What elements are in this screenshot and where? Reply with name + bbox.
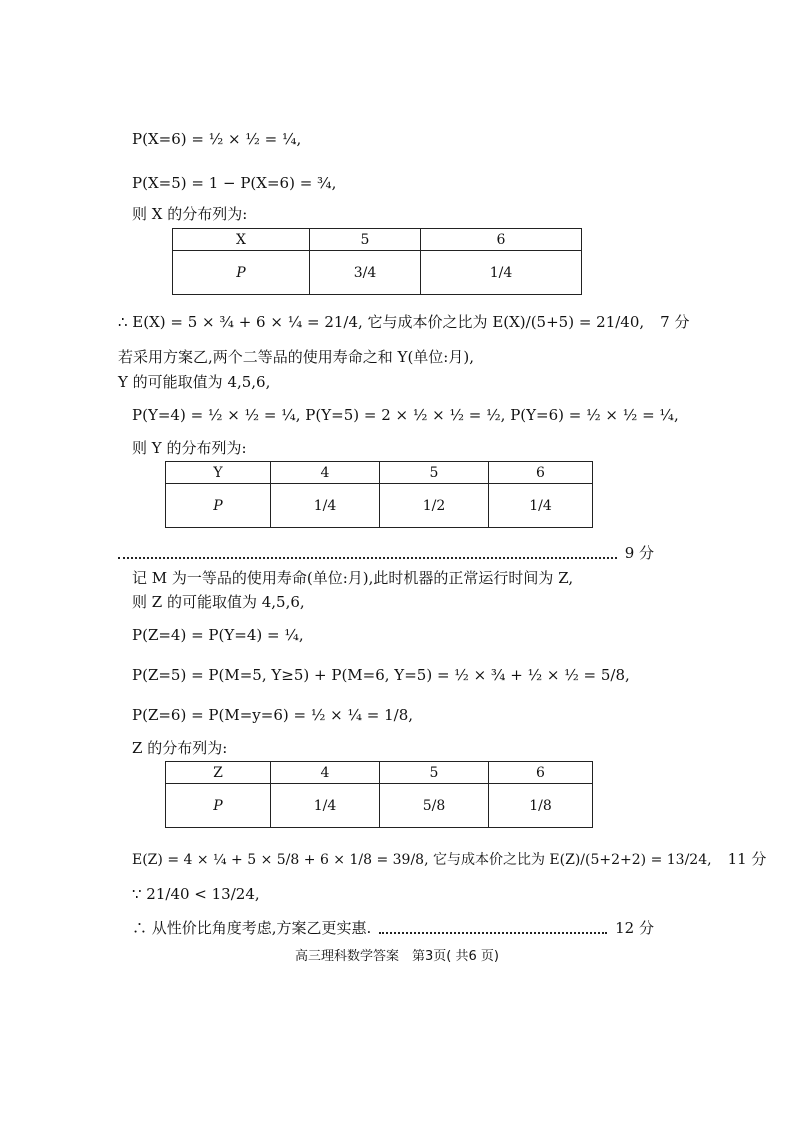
table-cell: 3/4	[310, 251, 421, 295]
table-cell: X	[173, 229, 310, 251]
line-text: Z 的分布列为:	[132, 739, 228, 757]
score-label: 7 分	[660, 313, 690, 331]
line-px5	[132, 176, 654, 191]
table-prob-row	[173, 251, 582, 295]
line-z-dist-intro	[132, 741, 654, 756]
line-text: E(Z) = 4 × ¼ + 5 × 5/8 + 6 × 1/8 = 39/8, 它与成本价之比为 E(Z)/(5+2+2) = 13/24,	[132, 851, 712, 868]
line-text: P(Z=5) = P(M=5, Y≥5) + P(M=6, Y=5) = ½ × ¾ + ½ × ½ = 5/8,	[132, 666, 630, 684]
table-prob-row	[166, 784, 593, 828]
table-cell: 1/4	[489, 484, 593, 528]
table-header-row	[166, 762, 593, 784]
y-distribution-table	[165, 461, 593, 528]
line-text: Y 的可能取值为 4,5,6,	[118, 373, 271, 391]
line-px6	[132, 132, 654, 147]
table-cell: P	[166, 784, 271, 828]
table-cell: Y	[166, 462, 271, 484]
line-text: 若采用方案乙,两个二等品的使用寿命之和 Y(单位:月),	[118, 348, 474, 366]
table-cell: 5	[380, 762, 489, 784]
leader-dots	[118, 557, 617, 559]
line-y-values	[118, 375, 654, 390]
line-pz6	[132, 708, 654, 723]
table-cell: 6	[489, 462, 593, 484]
line-ex	[118, 313, 690, 331]
line-text: ∴ E(X) = 5 × ¾ + 6 × ¼ = 21/4, 它与成本价之比为 E(X)/(5+5) = 21/40,	[118, 313, 645, 331]
table-cell: 1/4	[271, 784, 380, 828]
line-x-dist-intro	[132, 207, 654, 222]
line-pz4	[132, 628, 654, 643]
table-cell: 4	[271, 762, 380, 784]
table-cell: 1/8	[489, 784, 593, 828]
line-text: 则 Z 的可能取值为 4,5,6,	[132, 593, 305, 611]
leader-dots	[379, 932, 607, 934]
line-text: 记 M 为一等品的使用寿命(单位:月),此时机器的正常运行时间为 Z,	[132, 569, 574, 587]
line-define-m	[132, 571, 654, 586]
table-cell: 1/4	[421, 251, 582, 295]
line-text: P(Z=6) = P(M=y=6) = ½ × ¼ = 1/8,	[132, 706, 414, 724]
line-conclusion	[132, 921, 654, 936]
line-text: 则 Y 的分布列为:	[132, 439, 247, 457]
score-label: 12 分	[615, 919, 654, 937]
score-label: 9 分	[624, 544, 654, 562]
score-label: 11 分	[727, 850, 767, 868]
line-text: P(Y=4) = ½ × ½ = ¼, P(Y=5) = 2 × ½ × ½ = ½, P(Y=6) = ½ × ½ = ¼,	[132, 406, 679, 424]
table-cell: 4	[271, 462, 380, 484]
line-text: P(X=5) = 1 − P(X=6) = ¾,	[132, 174, 337, 192]
line-text: ∵ 21/40 < 13/24,	[132, 885, 260, 903]
line-plan-b	[118, 350, 654, 365]
page-footer: 高三理科数学答案 第3页( 共6 页)	[295, 949, 499, 964]
line-ez	[132, 850, 767, 868]
line-text: P(Z=4) = P(Y=4) = ¼,	[132, 626, 304, 644]
table-cell: 6	[421, 229, 582, 251]
table-cell: 5	[380, 462, 489, 484]
table-header-row	[166, 462, 593, 484]
line-text: ∴ 从性价比角度考虑,方案乙更实惠.	[132, 919, 372, 937]
table-cell: 5/8	[380, 784, 489, 828]
table-cell: 1/4	[271, 484, 380, 528]
line-y-dist-intro	[132, 441, 654, 456]
table-cell: P	[173, 251, 310, 295]
x-distribution-table	[172, 228, 582, 295]
line-z-values	[132, 595, 654, 610]
line-compare	[132, 887, 654, 902]
line-text: P(X=6) = ½ × ½ = ¼,	[132, 130, 302, 148]
table-prob-row	[166, 484, 593, 528]
table-cell: P	[166, 484, 271, 528]
table-header-row	[173, 229, 582, 251]
line-py	[132, 408, 724, 423]
line-score-9	[118, 546, 654, 561]
line-pz5	[132, 668, 724, 683]
table-cell: Z	[166, 762, 271, 784]
table-cell: 6	[489, 762, 593, 784]
table-cell: 5	[310, 229, 421, 251]
z-distribution-table	[165, 761, 593, 828]
line-text: 则 X 的分布列为:	[132, 205, 248, 223]
table-cell: 1/2	[380, 484, 489, 528]
